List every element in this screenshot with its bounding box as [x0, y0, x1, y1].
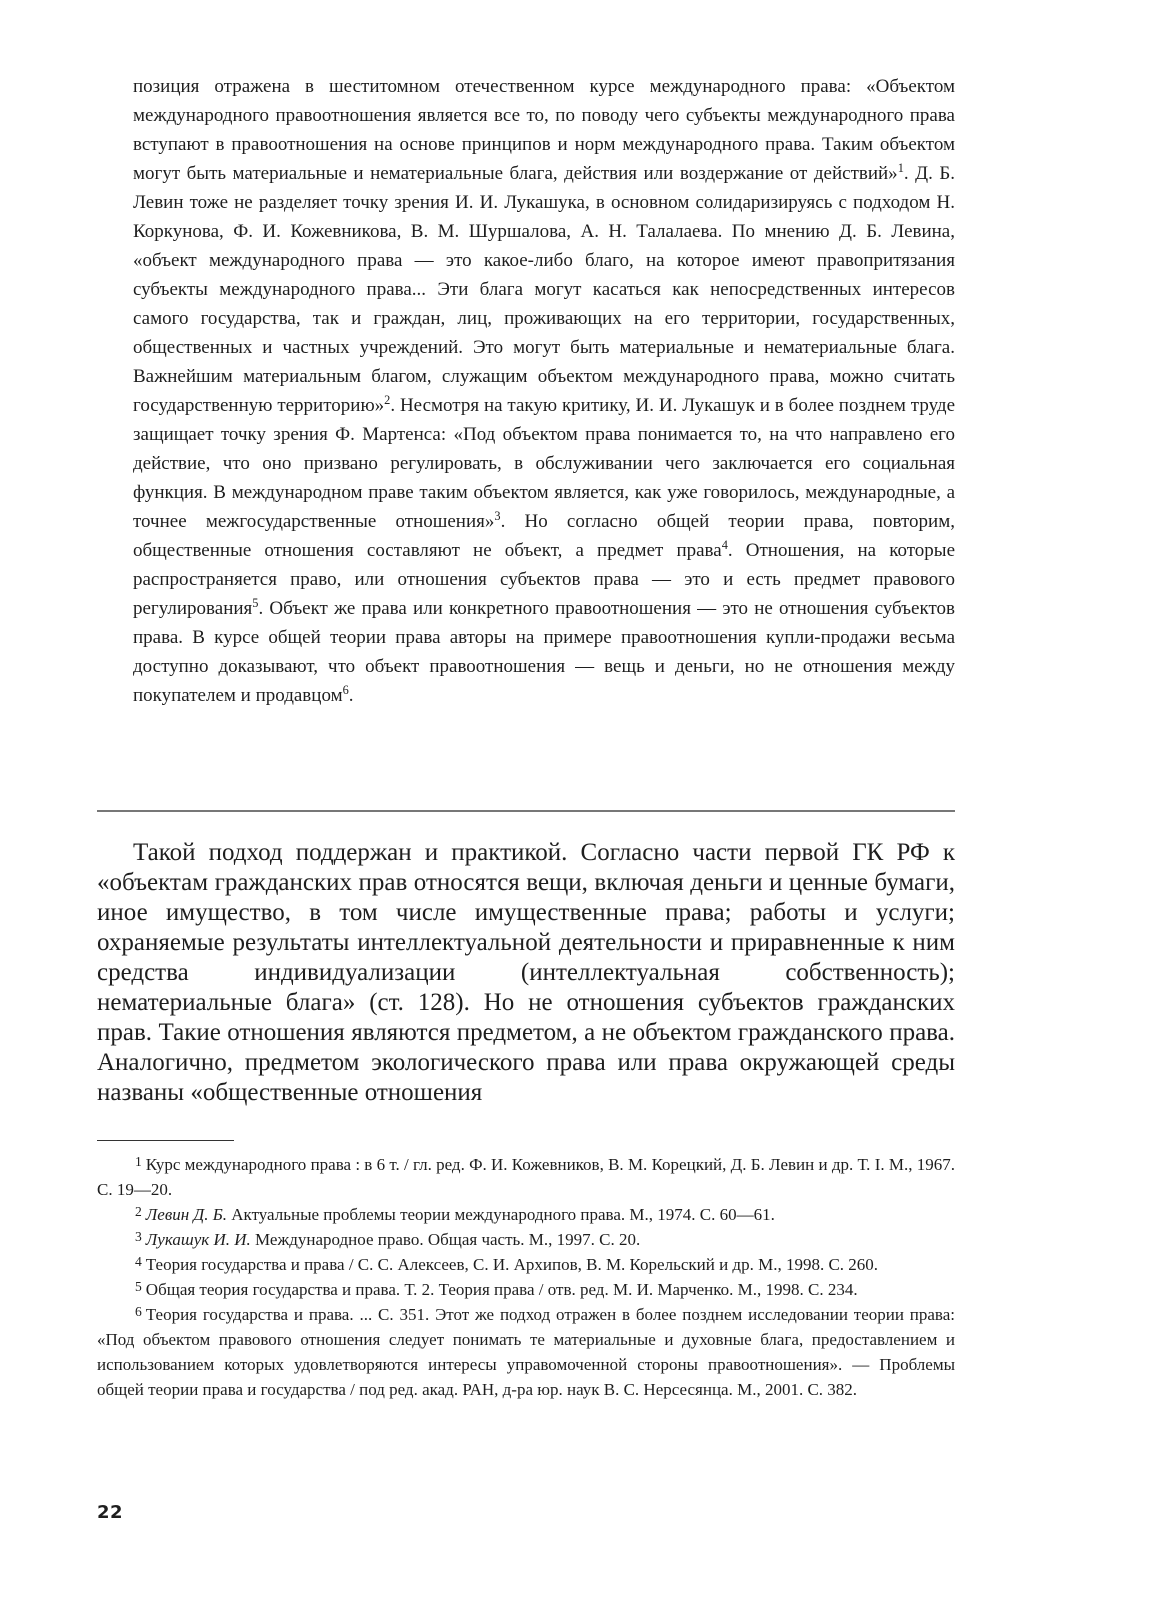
footnote-ref-4[interactable]: 4	[721, 538, 728, 553]
main-body-text	[97, 838, 955, 1108]
footnote-4: $^4$ Теория государства и права / С. С. Алексеев, С. И. Архипов, В. М. Корельский и др. М., 1998. С. 260.	[135, 1253, 879, 1274]
footnote-ref-3[interactable]: 3	[494, 509, 501, 524]
footnote-ref-2[interactable]: 2	[384, 393, 391, 408]
page-number: 22	[97, 1502, 124, 1523]
footnote-ref-6[interactable]: 6	[342, 683, 349, 698]
footnote-2: $^2$ Левин Д. Б. Актуальные проблемы теории международного права. М., 1974. С. 60—61.	[135, 1203, 775, 1224]
footnote-mark: 4	[135, 1253, 142, 1269]
quote-block-divider	[97, 810, 955, 812]
quote-paragraph: позиция отражена в шеститомном отечественном курсе международного права: «Объектом международного правоотношения является все то, по поводу чего субъекты международного права вступают в правоотношения на основе принципов и норм международного права. Таким объектом могут быть материальные и нематериальные блага, действия или воздержание от действий»$^1$. Д. Б. Левин тоже не разделяет точку зрения И. И. Лукашука, в основном солидаризируясь с подходом Н. Коркунова, Ф. И. Кожевникова, В. М. Шуршалова, А. Н. Талалаева. По мнению Д. Б. Левина, «объект международного права — это какое-либо благо, на которое имеют правопритязания субъекты международного права... Эти блага могут касаться как непосредственных интересов самого государства, так и граждан, лиц, проживающих на его территории, государственных, общественных и частных учреждений. Это могут быть материальные и нематериальные блага. Важнейшим материальным благом, служащим объектом международного права, можно считать государственную территорию»$^2$. Несмотря на такую критику, И. И. Лукашук и в более позднем труде защищает точку зрения Ф. Мартенса: «Под объектом права понимается то, на что направлено его действие, что оно призвано регулировать, в обслуживании чего заключается его социальная функция. В международном праве таким объектом является, как уже говорилось, международные, а точнее межгосударственные отношения»$^3$. Но согласно общей теории права, повторим, общественные отношения составляют не объект, а предмет права$^4$. Отношения, на которые распространяется право, или отношения субъектов права — это и есть предмет правового регулирования$^5$. Объект же права или конкретного правоотношения — это не отношения субъектов права. В курсе общей теории права авторы на примере правоотношения купли-продажи весьма доступно доказывают, что объект правоотношения — вещь и деньги, но не отношения между покупателем и продавцом$^6$.	[133, 76, 956, 706]
footnote-mark: 1	[135, 1153, 142, 1169]
footnote-mark: 5	[135, 1278, 142, 1294]
footnote-5: $^5$ Общая теория государства и права. Т. 2. Теория права / отв. ред. М. И. Марченко. М., 1998. С. 234.	[135, 1278, 858, 1299]
footnote-mark: 6	[135, 1303, 142, 1319]
footnote-3: $^3$ Лукашук И. И. Международное право. Общая часть. М., 1997. С. 20.	[135, 1228, 641, 1249]
footnote-author: Левин Д. Б.	[145, 1205, 228, 1224]
footnote-mark: 2	[135, 1203, 142, 1219]
footnote-mark: 3	[135, 1228, 142, 1244]
footnote-ref-5[interactable]: 5	[252, 596, 259, 611]
footnote-6: $^6$ Теория государства и права. ... С. 351. Этот же подход отражен в более позднем исследовании теории права: «Под объектом правового отношения следует понимать те материальные и духовные блага, предоставлением и использованием которых удовлетворяются интересы управомоченной стороны правоотношения». — Проблемы общей теории права и государства / под ред. акад. РАН, д-ра юр. наук В. С. Нерсесянца. М., 2001. С. 382.	[97, 1303, 955, 1399]
indented-quote-block	[133, 72, 955, 710]
body-paragraph: Такой подход поддержан и практикой. Согласно части первой ГК РФ к «объектам гражданских прав относятся вещи, включая деньги и ценные бумаги, иное имущество, в том числе имущественные права; работы и услуги; охраняемые результаты интеллектуальной деятельности и приравненные к ним средства индивидуализации (интеллектуальная собственность); нематериальные блага» (ст. 128). Но не отношения субъектов гражданских прав. Такие отношения являются предметом, а не объектом гражданского права. Аналогично, предметом экологического права или права окружающей среды названы «общественные отношения	[97, 839, 955, 1106]
footnotes	[97, 1152, 955, 1402]
footnote-1: $^1$ Курс международного права : в 6 т. / гл. ред. Ф. И. Кожевников, В. М. Корецкий, Д. Б. Левин и др. Т. I. М., 1967. С. 19—20.	[97, 1153, 955, 1199]
footnote-ref-1[interactable]: 1	[897, 161, 904, 176]
footnote-author: Лукашук И. И.	[145, 1230, 251, 1249]
footnote-separator	[97, 1140, 234, 1141]
